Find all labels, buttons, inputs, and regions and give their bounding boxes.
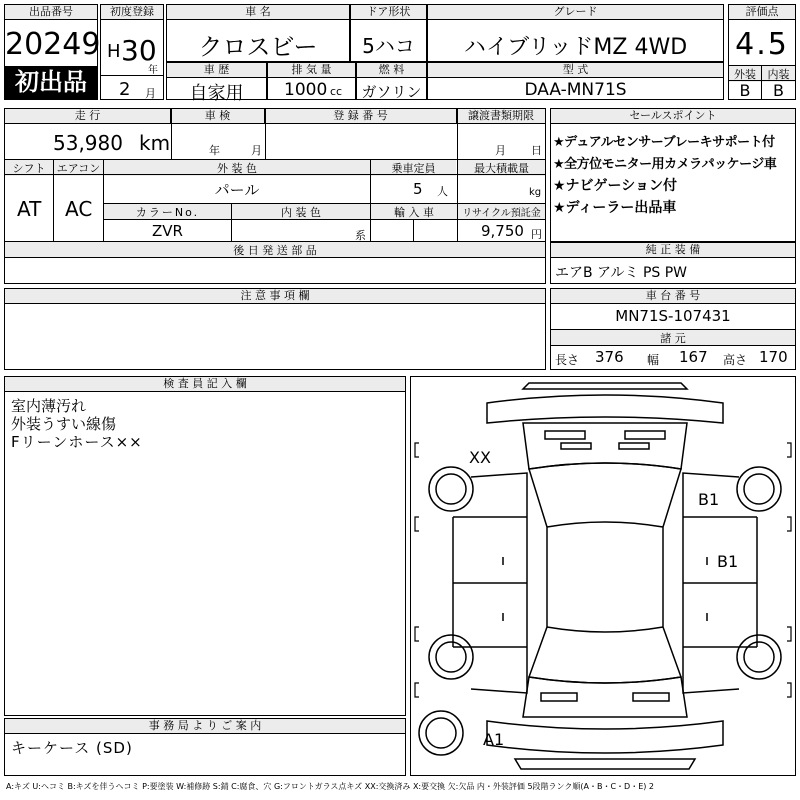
car-name-box — [166, 4, 350, 62]
width-value: 167 — [679, 348, 708, 366]
score-label: 評価点 — [729, 5, 795, 20]
damage-mark-b1-side: B1 — [717, 552, 739, 571]
notes-label: 注 意 事 項 欄 — [5, 289, 545, 304]
office-label: 事 務 局 よ り ご 案 内 — [5, 719, 405, 734]
inspector-box — [4, 376, 406, 716]
history-label: 車 歴 — [167, 63, 266, 78]
lot-number: 20249 — [5, 27, 101, 62]
height-label: 高さ — [723, 353, 748, 367]
grade-value: ハイブリッドMZ 4WD — [463, 35, 688, 60]
inspector-line: Fリーンホース×× — [11, 433, 143, 451]
registration-label: 初度登録 — [101, 5, 163, 20]
inspection-label: 車 検 — [171, 109, 265, 124]
sales-points-box — [550, 108, 796, 242]
model-code-value: DAA-MN71S — [524, 80, 627, 100]
color-no-label: カラーNo. — [104, 204, 231, 220]
legend: A:キズ U:ヘコミ B:キズを伴うヘコミ P:要塗装 W:補修跡 S:錆 C:腐食、穴 G:フロントガラス点キズ XX:交換済み X:要交換 欠:欠品 内・外装評価 5段階ランク順(A・B・C・D・E) 2 — [6, 782, 655, 791]
recycle-label: リサイクル預託金 — [458, 204, 545, 219]
width-label: 幅 — [647, 353, 660, 367]
history-value: 自家用 — [189, 83, 244, 104]
length-label: 長さ — [555, 353, 580, 367]
transfer-day-unit: 日 — [531, 144, 542, 157]
damage-mark-a1: A1 — [483, 730, 505, 749]
inspection-year-unit: 年 — [209, 144, 220, 157]
equipment-value: エアB アルミ PS PW — [555, 265, 688, 281]
mileage-label: 走 行 — [5, 109, 171, 124]
registration-year: 30 — [121, 34, 157, 67]
inspection-month-unit: 月 — [251, 144, 262, 157]
transfer-doc-label: 譲渡書類期限 — [457, 109, 545, 124]
lot-number-label: 出品番号 — [5, 5, 97, 20]
interior-grade-label: 内装 — [762, 66, 795, 82]
later-parts-label: 後 日 発 送 部 品 — [5, 242, 545, 258]
recycle-value: 9,750 — [481, 222, 524, 240]
damage-mark-xx: XX — [469, 448, 491, 467]
fuel-value: ガソリン — [361, 83, 422, 101]
score-value: 4.5 — [735, 27, 789, 62]
office-box — [4, 718, 406, 776]
exterior-grade-value: B — [739, 81, 751, 100]
history-box — [166, 62, 267, 104]
door-label: ドア形状 — [351, 5, 426, 20]
displacement-value: 1000 — [284, 80, 328, 100]
chassis-box — [550, 288, 796, 370]
sales-point-item: ★ナビゲーション付 — [553, 178, 677, 194]
load-label: 最大積載量 — [458, 160, 545, 176]
inspector-line: 外装うすい線傷 — [11, 415, 117, 433]
plate-label: 登 録 番 号 — [265, 109, 457, 124]
month-unit: 月 — [145, 87, 156, 100]
capacity-label: 乗車定員 — [371, 160, 456, 176]
displacement-label: 排 気 量 — [268, 63, 355, 78]
transfer-month-unit: 月 — [495, 144, 506, 157]
door-box — [350, 4, 427, 62]
recycle-unit: 円 — [531, 228, 542, 241]
ac-label: エアコン — [54, 160, 103, 176]
ext-color-label: 外 装 色 — [104, 160, 370, 176]
chassis-label: 車 台 番 号 — [551, 289, 795, 304]
grade-label: グレード — [428, 5, 723, 20]
sales-point-item: ★デュアルセンサーブレーキサポート付 — [553, 135, 775, 150]
score-box — [728, 4, 796, 100]
car-name: クロスビー — [198, 33, 318, 61]
damage-mark-b1-upper: B1 — [698, 490, 720, 509]
grade-box — [427, 4, 724, 62]
shift-value: AT — [17, 197, 42, 221]
model-code-box — [427, 62, 724, 100]
displacement-box — [267, 62, 356, 100]
registration-box — [100, 4, 164, 100]
sales-point-item: ★全方位モニター用カメラパッケージ車 — [553, 157, 777, 172]
length-value: 376 — [595, 348, 624, 366]
import-label: 輸 入 車 — [371, 204, 457, 220]
height-value: 170 — [759, 348, 788, 366]
first-listing-badge: 初出品 — [5, 66, 97, 99]
color-no-value: ZVR — [152, 222, 183, 240]
load-unit: kg — [529, 187, 542, 198]
registration-era: H — [107, 41, 121, 62]
equipment-label: 純 正 装 備 — [551, 243, 795, 258]
door-value: 5ハコ — [362, 34, 415, 58]
fuel-label: 燃 料 — [357, 63, 426, 78]
mileage-value: 53,980 — [53, 131, 123, 155]
capacity-unit: 人 — [437, 185, 448, 198]
model-code-label: 型 式 — [428, 63, 723, 78]
dims-label: 諸 元 — [551, 330, 795, 346]
shift-label: シフト — [5, 160, 53, 176]
details-table — [4, 108, 546, 284]
interior-grade-value: B — [773, 81, 784, 100]
registration-month: 2 — [119, 79, 131, 100]
ac-value: AC — [65, 197, 93, 221]
sales-points-label: セールスポイント — [551, 109, 795, 124]
office-value: キーケース (SD) — [11, 739, 133, 757]
car-diagram — [411, 377, 795, 775]
notes-box — [4, 288, 546, 370]
sales-point-item: ★ディーラー出品車 — [553, 200, 677, 216]
car-name-label: 車 名 — [167, 5, 349, 20]
fuel-box — [356, 62, 427, 100]
displacement-unit: cc — [330, 85, 343, 98]
equipment-box — [550, 242, 796, 284]
ext-color-value: パール — [214, 181, 260, 199]
inspector-label: 検 査 員 記 入 欄 — [5, 377, 405, 392]
exterior-grade-label: 外装 — [729, 66, 761, 82]
mileage-unit: km — [139, 131, 171, 155]
chassis-value: MN71S-107431 — [615, 307, 731, 325]
inspector-line: 室内薄汚れ — [11, 397, 87, 415]
year-unit: 年 — [148, 65, 158, 76]
car-diagram-box — [410, 376, 796, 776]
int-color-label: 内 装 色 — [232, 204, 370, 220]
int-color-unit: 系 — [355, 229, 366, 242]
capacity-value: 5 — [413, 180, 423, 198]
